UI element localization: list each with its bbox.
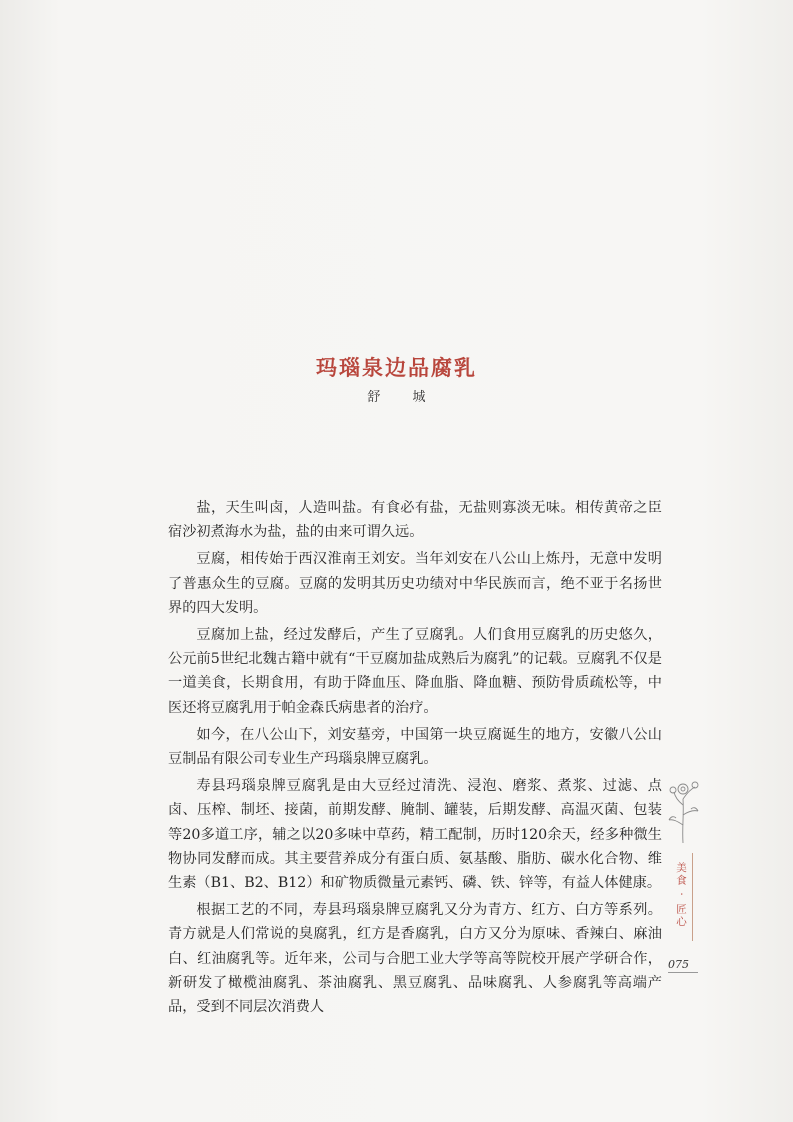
paragraph: 根据工艺的不同，寿县玛瑙泉牌豆腐乳又分为青方、红方、白方等系列。青方就是人们常说的臭腐乳，红方是香腐乳，白方又分为原味、香辣白、麻油白、红油腐乳等。近年来，公司与合肥工业大学等高等院校开展产学研合作，新研发了橄榄油腐乳、茶油腐乳、黑豆腐乳、品味腐乳、人参腐乳等高端产品，受到不同层次消费人 (168, 902, 662, 1016)
article-author: 舒 城 (367, 390, 440, 405)
paragraph: 盐，天生叫卤，人造叫盐。有食必有盐，无盐则寡淡无味。相传黄帝之臣宿沙初煮海水为盐，盐的由来可谓久远。 (168, 500, 662, 541)
floral-ornament-icon (665, 775, 701, 845)
page-number: 075 (668, 958, 698, 973)
article-body (168, 496, 662, 1022)
paragraph: 豆腐加上盐，经过发酵后，产生了豆腐乳。人们食用豆腐乳的历史悠久，公元前5世纪北魏古籍中就有“干豆腐加盐成熟后为腐乳”的记载。豆腐乳不仅是一道美食，长期食用，有助于降血压、降血脂、降血糖、预防骨质疏松等，中医还将豆腐乳用于帕金森氏病患者的治疗。 (168, 627, 662, 716)
paragraph: 如今，在八公山下，刘安墓旁，中国第一块豆腐诞生的地方，安徽八公山豆制品有限公司专业生产玛瑙泉牌豆腐乳。 (168, 726, 662, 768)
section-label: 美食 · 匠心 (675, 862, 687, 929)
paragraph: 寿县玛瑙泉牌豆腐乳是由大豆经过清洗、浸泡、磨浆、煮浆、过滤、点卤、压榨、制坯、接菌，前期发酵、腌制、罐装，后期发酵、高温灭菌、包装等20多道工序，辅之以20多味中草药，精工配制，历时120余天，经多种微生物协同发酵而成。其主要营养成分有蛋白质、氨基酸、脂肪、碳水化合物、维生素（B1、B2、B12）和矿物质微量元素钙、磷、铁、锌等，有益人体健康。 (168, 778, 662, 892)
side-divider (692, 853, 693, 941)
paragraph: 豆腐，相传始于西汉淮南王刘安。当年刘安在八公山上炼丹，无意中发明了普惠众生的豆腐。豆腐的发明其历史功绩对中华民族而言，绝不亚于名扬世界的四大发明。 (168, 551, 662, 616)
article-title: 玛瑙泉边品腐乳 (316, 355, 477, 380)
